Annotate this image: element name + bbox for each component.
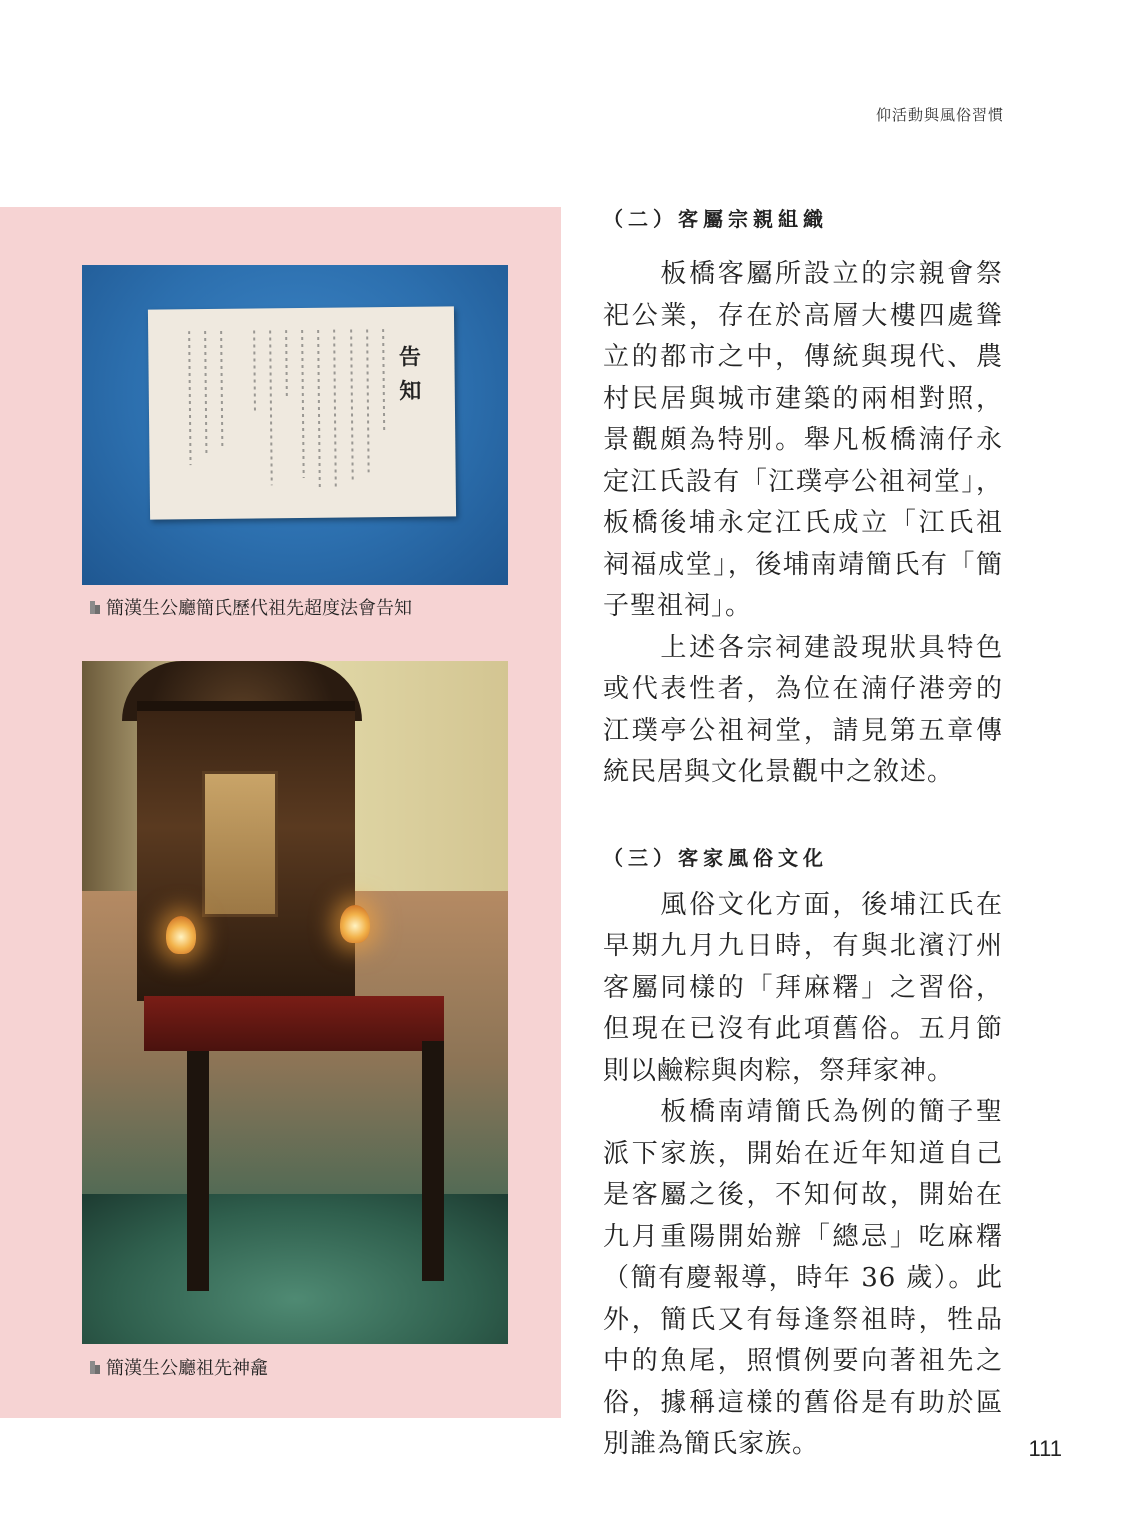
paragraph: 板橋客屬所設立的宗親會祭祀公業，存在於高層大樓四處聳立的都市之中，傳統與現代、農村民居與城市建築的兩相對照，景觀頗為特別。舉凡板橋湳仔永定江氏設有「江璞亭公祖祠堂」，板橋後埔永定江氏成立「江氏祖祠福成堂」，後埔南靖簡氏有「簡子聖祖祠」。 bbox=[603, 259, 1003, 621]
caption-marker-icon bbox=[90, 601, 100, 614]
notice-heading: 告知 bbox=[395, 344, 423, 414]
table-leg bbox=[422, 1041, 444, 1281]
section-heading: （三）客家風俗文化 bbox=[603, 845, 828, 870]
caption-text: 簡漢生公廳祖先神龕 bbox=[106, 1358, 268, 1379]
shrine-floor bbox=[82, 1194, 508, 1344]
table-leg bbox=[187, 1051, 209, 1291]
page-number: 111 bbox=[1028, 1436, 1062, 1461]
shrine-table bbox=[144, 996, 444, 1051]
notice-photo bbox=[82, 265, 508, 585]
lamp-icon bbox=[166, 916, 196, 954]
section-heading: （二）客屬宗親組織 bbox=[603, 207, 828, 231]
lamp-icon bbox=[340, 905, 370, 943]
figure-caption-notice bbox=[90, 594, 412, 620]
body-text bbox=[603, 200, 1003, 1466]
paragraph: 風俗文化方面，後埔江氏在早期九月九日時，有與北濱汀州客屬同樣的「拜麻糬」之習俗，但現在已沒有此項舊俗。五月節則以鹼粽與肉粽，祭拜家神。 bbox=[603, 889, 1003, 1086]
caption-marker-icon bbox=[90, 1361, 100, 1374]
shrine-photo bbox=[82, 661, 508, 1344]
notice-paper bbox=[148, 306, 456, 519]
ancestral-tablet bbox=[202, 771, 278, 917]
caption-text: 簡漢生公廳簡氏歷代祖先超度法會告知 bbox=[106, 598, 412, 619]
paragraph: 板橋南靖簡氏為例的簡子聖派下家族，開始在近年知道自己是客屬之後，不知何故，開始在九月重陽開始辦「總忌」吃麻糬（簡有慶報導，時年 36 歲）。此外，簡氏又有每逢祭祖時，牲品中的魚尾，照慣例要向著祖先之俗，據稱這樣的舊俗是有助於區別誰為簡氏家族。 bbox=[603, 1097, 1003, 1459]
figure-caption-shrine bbox=[90, 1354, 268, 1380]
notice-text-lines bbox=[188, 329, 386, 499]
running-header: 仰活動與風俗習慣 bbox=[875, 106, 1004, 124]
paragraph: 上述各宗祠建設現狀具特色或代表性者，為位在湳仔港旁的江璞亭公祖祠堂，請見第五章傳統民居與文化景觀中之敘述。 bbox=[603, 632, 1003, 787]
